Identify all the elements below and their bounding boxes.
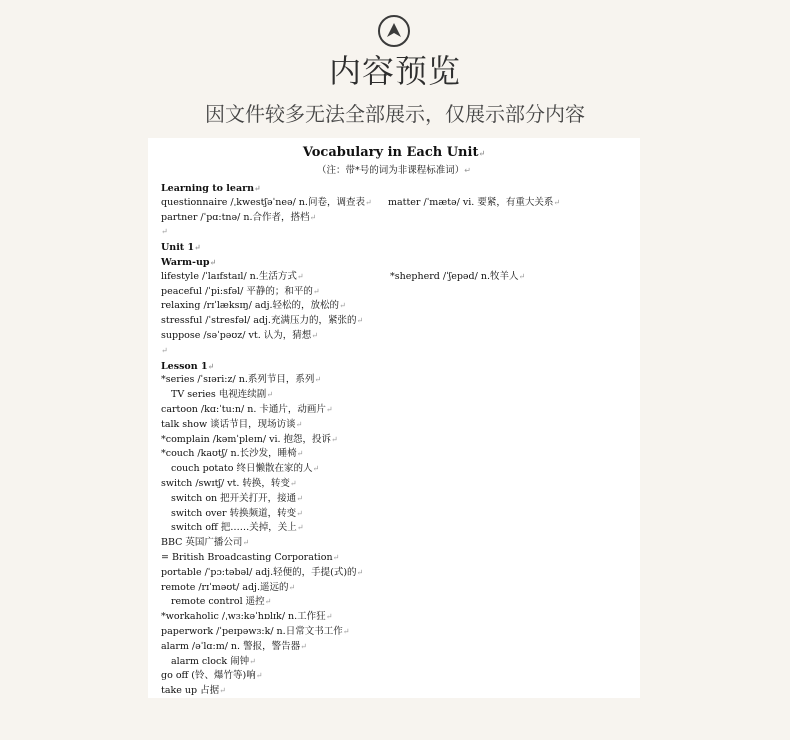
vocab-line (161, 447, 640, 462)
vocab-line (161, 359, 640, 374)
vocab-line (161, 373, 640, 388)
vocab-text: Unit 1 (161, 242, 195, 254)
document-note: （注：带*号的词为非课程标准词）↵ (317, 165, 471, 176)
vocab-text: switch /swɪtʃ/ vt. 转换，转变 (161, 477, 290, 489)
vocab-text: paperwork /ˈpeɪpəwɜ:k/ n.日常文书工作 (161, 625, 343, 637)
vocab-text-second-column: *shepherd /ˈʃepəd/ n.牧羊人↵ (390, 270, 526, 282)
paragraph-mark: ↵ (207, 360, 215, 371)
vocab-text: cartoon /kɑ:ˈtu:n/ n. 卡通片，动画片 (161, 403, 326, 415)
vocab-text: switch over 转换频道，转变 (171, 507, 297, 519)
vocab-text: portable /ˈpɔ:təbəl/ adj.轻便的，手提(式)的 (161, 566, 357, 578)
paragraph-mark: ↵ (342, 626, 350, 636)
paragraph-mark: ↵ (356, 316, 364, 326)
vocab-text: *couch /kaʊtʃ/ n.长沙发，睡椅 (161, 448, 297, 460)
paragraph-mark: ↵ (325, 404, 333, 414)
paragraph-mark: ↵ (300, 641, 307, 651)
vocab-text: *series /ˈsɪəri:z/ n.系列节目，系列 (161, 374, 315, 386)
vocab-text: questionnaire /ˌkwestʃəˈneə/ n.问卷，调查表 (161, 196, 365, 208)
vocab-text: remote control 遥控 (171, 596, 265, 608)
vocab-text: peaceful /ˈpi:sfəl/ 平静的；和平的 (161, 285, 313, 297)
vocab-text: lifestyle /ˈlaɪfstaɪl/ n.生活方式 (161, 270, 297, 282)
vocab-line (161, 595, 640, 610)
vocab-line (161, 684, 640, 699)
vocab-text: talk show 谈话节目，现场访谈 (161, 418, 296, 430)
vocab-text: BBC 英国广播公司 (161, 537, 243, 549)
vocab-line (161, 418, 640, 433)
page-title: 内容预览 (328, 52, 461, 90)
vocab-line (161, 388, 640, 403)
paragraph-mark: ↵ (296, 271, 304, 281)
vocab-text: switch off 把……关掉，关上 (171, 522, 297, 534)
paragraph-mark: ↵ (332, 552, 340, 562)
vocab-line (161, 314, 640, 329)
vocab-text: take up 占据 (161, 685, 220, 697)
paragraph-mark: ↵ (314, 375, 322, 385)
paragraph-mark: ↵ (161, 345, 168, 355)
vocab-line (161, 285, 640, 300)
vocab-text-second-column: matter /ˈmætə/ vi. 要紧，有重大关系↵ (388, 196, 561, 208)
vocab-text: stressful /ˈstresfəl/ adj.充满压力的，紧张的 (161, 315, 357, 327)
vocab-line (161, 462, 640, 477)
paragraph-mark: ↵ (219, 686, 226, 696)
paragraph-mark: ↵ (325, 612, 333, 622)
vocab-line (161, 640, 640, 655)
vocab-text: couch potato 终日懒散在家的人 (171, 463, 313, 475)
vocab-line (161, 610, 640, 625)
vocab-line (161, 181, 640, 196)
vocab-text: alarm /əˈlɑ:m/ n. 警报，警告器 (161, 640, 301, 652)
paragraph-mark: ↵ (264, 597, 272, 607)
paragraph-mark: ↵ (266, 390, 274, 400)
paragraph-mark: ↵ (255, 671, 263, 681)
vocab-line (161, 433, 640, 448)
paragraph-mark: ↵ (296, 523, 304, 533)
vocab-line (161, 299, 640, 314)
paragraph-mark: ↵ (296, 493, 303, 503)
paragraph-mark: ↵ (312, 286, 320, 296)
paragraph-mark: ↵ (311, 330, 318, 340)
paragraph-mark: ↵ (161, 227, 168, 237)
vocab-line (161, 211, 640, 226)
vocab-line (161, 521, 640, 536)
vocab-line (161, 669, 640, 684)
paragraph-mark: ↵ (364, 197, 372, 207)
vocab-line (161, 507, 640, 522)
vocab-line (161, 196, 640, 211)
paragraph-mark: ↵ (254, 183, 261, 193)
vocab-text: = British Broadcasting Corporation (161, 551, 333, 563)
paragraph-mark: ↵ (331, 434, 338, 444)
vocab-line (161, 270, 640, 285)
vocab-line (161, 492, 640, 507)
vocab-text: remote /rɪˈməʊt/ adj.遥远的 (161, 581, 289, 593)
vocab-line (161, 240, 640, 255)
document-title: Vocabulary in Each Unit↵ (302, 145, 486, 160)
paragraph-mark: ↵ (249, 656, 256, 666)
preview-header (0, 0, 790, 138)
paragraph-mark: ↵ (309, 212, 317, 222)
vocabulary-list (161, 181, 640, 699)
document-preview (148, 138, 640, 698)
paragraph-mark: ↵ (296, 449, 304, 459)
vocab-line (161, 625, 640, 640)
page-subtitle: 因文件较多无法全部展示，仅展示部分内容 (205, 102, 585, 126)
vocab-text: switch on 把开关打开，接通 (171, 492, 297, 504)
paragraph-mark: ↵ (288, 582, 296, 592)
paragraph-mark: ↵ (339, 301, 346, 311)
vocab-line (161, 536, 640, 551)
vocab-text: Learning to learn (161, 183, 255, 194)
paragraph-mark: ↵ (194, 242, 201, 253)
paragraph-mark: ↵ (295, 419, 303, 429)
compass-logo-icon (378, 15, 410, 47)
vocab-line (161, 655, 640, 670)
paragraph-mark: ↵ (312, 464, 320, 474)
vocab-text: go off (铃、爆竹等)响 (161, 670, 256, 682)
vocab-line (161, 344, 640, 359)
vocab-text: suppose /səˈpəʊz/ vt. 认为，猜想 (161, 329, 312, 341)
vocab-line (161, 403, 640, 418)
vocab-line (161, 477, 640, 492)
paragraph-mark: ↵ (289, 478, 297, 488)
vocab-text: TV series 电视连续剧 (171, 389, 267, 401)
vocab-line (161, 329, 640, 344)
vocab-line (161, 255, 640, 270)
vocab-text: partner /ˈpɑ:tnə/ n.合作者，搭档 (161, 211, 310, 223)
paragraph-mark: ↵ (296, 508, 303, 518)
vocab-line (161, 225, 640, 240)
vocab-text: *complain /kəmˈpleɪn/ vi. 抱怨，投诉 (161, 433, 332, 445)
vocab-text: *workaholic /ˌwɜ:kəˈhɒlɪk/ n.工作狂 (161, 611, 326, 623)
paragraph-mark: ↵ (356, 567, 364, 577)
vocab-line (161, 581, 640, 596)
vocab-line (161, 551, 640, 566)
vocab-line (161, 566, 640, 581)
vocab-text: relaxing /rɪˈlæksɪŋ/ adj.轻松的，放松的 (161, 300, 340, 312)
vocab-text: alarm clock 闹钟 (171, 655, 250, 667)
vocab-text: Lesson 1 (161, 360, 208, 372)
paragraph-mark: ↵ (242, 538, 250, 548)
paragraph-mark: ↵ (209, 256, 217, 267)
vocab-text: Warm-up (161, 256, 210, 268)
